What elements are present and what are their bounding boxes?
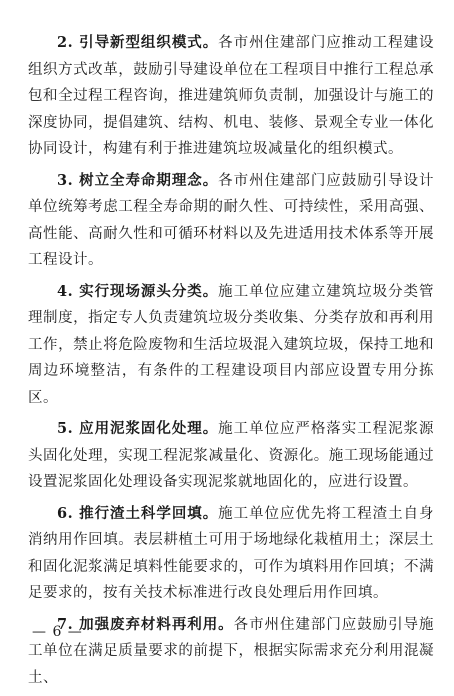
- document-body: [28, 30, 434, 696]
- paragraph-organization-mode: [28, 30, 434, 163]
- paragraph-source-sorting: [28, 279, 434, 412]
- paragraph-text: 各市州住建部门应鼓励引导设计单位统筹考虑工程全寿命期的耐久性、可持续性，采用高强、高性能、高耐久性和可循环材料以及先进适用技术体系等开展工程设计。: [28, 172, 434, 268]
- page-number: — 6 —: [32, 624, 83, 640]
- paragraph-heading: 2. 引导新型组织模式。: [57, 34, 219, 51]
- paragraph-heading: 5. 应用泥浆固化处理。: [57, 420, 219, 437]
- paragraph-heading: 3. 树立全寿命期理念。: [57, 171, 219, 189]
- paragraph-text: 施工单位应优先将工程渣土自身消纳用作回填。表层耕植土可用于场地绿化栽植用土；深层土和固化泥浆满足填料性能要求的，可作为填料用作回填；不满足要求的，按有关技术标准进行改良处理后用作回填。: [28, 505, 434, 601]
- paragraph-heading: 6. 推行渣土科学回填。: [57, 504, 219, 522]
- paragraph-lifecycle-concept: [28, 168, 434, 274]
- paragraph-text: 施工单位应严格落实工程泥浆源头固化处理，实现工程泥浆减量化、资源化。施工现场能通过设置泥浆固化处理设备实现泥浆就地固化的，应进行设置。: [28, 421, 434, 490]
- paragraph-slurry-solidification: [28, 416, 434, 496]
- paragraph-heading: 4. 实行现场源头分类。: [57, 282, 219, 300]
- paragraph-muck-backfill: [28, 501, 434, 607]
- paragraph-text: 各市州住建部门应鼓励引导施工单位在满足质量要求的前提下，根据实际需求充分利用混凝土、: [28, 616, 435, 686]
- paragraph-waste-reuse: [28, 612, 434, 692]
- paragraph-text: 施工单位应建立建筑垃圾分类管理制度，指定专人负责建筑垃圾分类收集、分类存放和再利用工作，禁止将危险废物和生活垃圾混入建筑垃圾，保持工地和周边环境整洁，有条件的工程建设项目内部应设置专用分拣区。: [28, 283, 434, 406]
- paragraph-heading: 7. 加强废弃材料再利用。: [57, 615, 234, 633]
- paragraph-text: 各市州住建部门应推动工程建设组织方式改革，鼓励引导建设单位在工程项目中推行工程总承包和全过程工程咨询，推进建筑师负责制，加强设计与施工的深度协同，提倡建筑、结构、机电、装修、景观全专业一体化协同设计，构建有利于推进建筑垃圾减量化的组织模式。: [28, 35, 434, 157]
